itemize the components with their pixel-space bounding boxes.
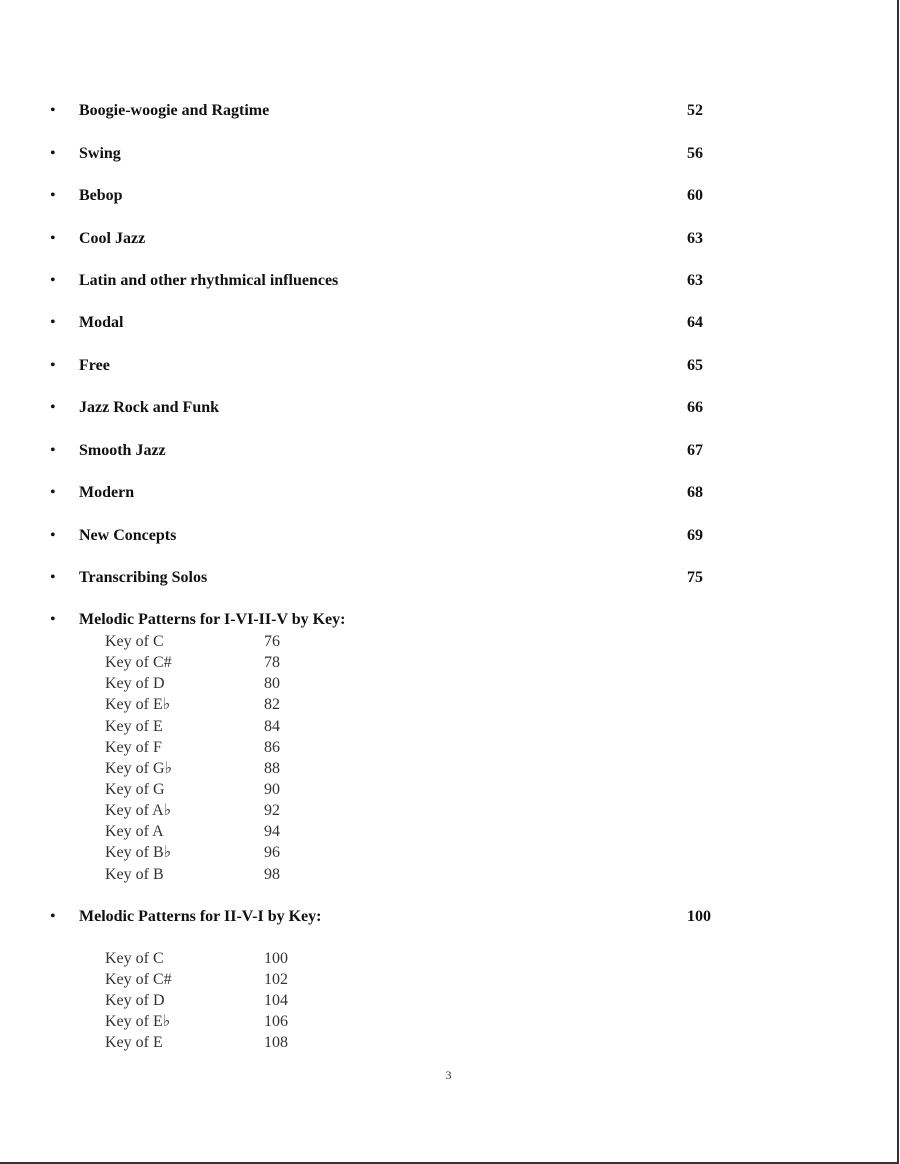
bullet-icon: • xyxy=(50,569,56,586)
bullet-icon: • xyxy=(50,484,56,501)
key-row xyxy=(105,864,405,885)
toc-entry-patterns-2 xyxy=(50,905,750,929)
page-number: 3 xyxy=(445,1068,452,1082)
key-row xyxy=(105,1032,405,1053)
key-page: 80 xyxy=(264,675,280,692)
toc-entry-page: 65 xyxy=(687,357,703,374)
key-row xyxy=(105,716,405,737)
key-page: 78 xyxy=(264,654,280,671)
toc-entry-page: 60 xyxy=(687,187,703,204)
key-name: Key of G xyxy=(105,781,165,798)
toc-entry-page: 63 xyxy=(687,272,703,289)
key-page: 102 xyxy=(264,971,288,988)
key-row xyxy=(105,694,405,715)
key-name: Key of E xyxy=(105,1034,163,1051)
toc-entry-title: Jazz Rock and Funk xyxy=(79,399,220,416)
key-row xyxy=(105,948,405,969)
toc-entry-title: Latin and other rhythmical influences xyxy=(79,272,339,289)
key-page: 106 xyxy=(264,1013,288,1030)
toc-entry xyxy=(50,311,750,335)
toc-entry-title: Bebop xyxy=(79,187,123,204)
key-name: Key of C xyxy=(105,950,164,967)
toc-entry xyxy=(50,354,750,378)
toc-entry-page: 52 xyxy=(687,102,703,119)
key-row xyxy=(105,652,405,673)
bullet-icon: • xyxy=(50,145,56,162)
toc-entry xyxy=(50,142,750,166)
key-row xyxy=(105,821,405,842)
key-page: 92 xyxy=(264,802,280,819)
key-page: 96 xyxy=(264,844,280,861)
bullet-icon: • xyxy=(50,102,56,119)
key-row xyxy=(105,673,405,694)
key-name: Key of A♭ xyxy=(105,802,172,819)
key-page: 84 xyxy=(264,718,280,735)
key-name: Key of B♭ xyxy=(105,844,172,861)
bullet-icon: • xyxy=(50,187,56,204)
key-page: 88 xyxy=(264,760,280,777)
key-page: 104 xyxy=(264,992,288,1009)
key-name: Key of C xyxy=(105,633,164,650)
key-name: Key of B xyxy=(105,866,164,883)
toc-entry-title: New Concepts xyxy=(79,527,177,544)
toc-entry-page: 64 xyxy=(687,314,703,331)
key-name: Key of D xyxy=(105,992,165,1009)
key-row xyxy=(105,800,405,821)
bullet-icon: • xyxy=(50,611,56,628)
toc-entry-title: Free xyxy=(79,357,110,374)
key-name: Key of E♭ xyxy=(105,1013,171,1030)
bullet-icon: • xyxy=(50,908,56,925)
key-page: 82 xyxy=(264,696,280,713)
key-row xyxy=(105,631,405,652)
key-page: 100 xyxy=(264,950,288,967)
bullet-icon: • xyxy=(50,442,56,459)
bullet-icon: • xyxy=(50,399,56,416)
toc-entry xyxy=(50,566,750,590)
bullet-icon: • xyxy=(50,272,56,289)
key-row xyxy=(105,758,405,779)
toc-entry-page: 63 xyxy=(687,230,703,247)
toc-entry xyxy=(50,227,750,251)
bullet-icon: • xyxy=(50,230,56,247)
toc-entry xyxy=(50,396,750,420)
key-row xyxy=(105,969,405,990)
toc-entry-page: 66 xyxy=(687,399,703,416)
key-name: Key of E xyxy=(105,718,163,735)
toc-entry-page: 68 xyxy=(687,484,703,501)
key-name: Key of D xyxy=(105,675,165,692)
key-name: Key of E♭ xyxy=(105,696,171,713)
toc-entry-page: 75 xyxy=(687,569,703,586)
bullet-icon: • xyxy=(50,527,56,544)
key-page: 98 xyxy=(264,866,280,883)
toc-entry-title: Smooth Jazz xyxy=(79,442,166,459)
bullet-icon: • xyxy=(50,314,56,331)
toc-entry-page: 69 xyxy=(687,527,703,544)
key-row xyxy=(105,779,405,800)
bullet-icon: • xyxy=(50,357,56,374)
toc-entry-page: 100 xyxy=(687,908,711,925)
key-row xyxy=(105,1011,405,1032)
toc-entry xyxy=(50,439,750,463)
key-page: 108 xyxy=(264,1034,288,1051)
toc-entry-title: Melodic Patterns for I-VI-II-V by Key: xyxy=(79,611,346,628)
toc-entry-title: Boogie-woogie and Ragtime xyxy=(79,102,270,119)
key-row xyxy=(105,990,405,1011)
toc-entry xyxy=(50,184,750,208)
key-page: 76 xyxy=(264,633,280,650)
key-name: Key of C# xyxy=(105,971,172,988)
toc-entry-title: Modern xyxy=(79,484,135,501)
toc-entry-title: Swing xyxy=(79,145,121,162)
toc-entry xyxy=(50,481,750,505)
toc-entry xyxy=(50,524,750,548)
toc-entry-page: 56 xyxy=(687,145,703,162)
key-row xyxy=(105,842,405,863)
toc-entry-title: Cool Jazz xyxy=(79,230,146,247)
toc-entry xyxy=(50,99,750,123)
toc-entry-title: Transcribing Solos xyxy=(79,569,208,586)
key-name: Key of F xyxy=(105,739,162,756)
toc-entry-page: 67 xyxy=(687,442,703,459)
toc-entry xyxy=(50,269,750,293)
key-page: 86 xyxy=(264,739,280,756)
toc-entry-title: Melodic Patterns for II-V-I by Key: xyxy=(79,908,322,925)
key-name: Key of G♭ xyxy=(105,760,173,777)
key-row xyxy=(105,737,405,758)
key-name: Key of C# xyxy=(105,654,172,671)
key-page: 90 xyxy=(264,781,280,798)
key-name: Key of A xyxy=(105,823,164,840)
key-page: 94 xyxy=(264,823,280,840)
toc-entry-title: Modal xyxy=(79,314,124,331)
toc-entry-patterns-1 xyxy=(50,608,750,632)
